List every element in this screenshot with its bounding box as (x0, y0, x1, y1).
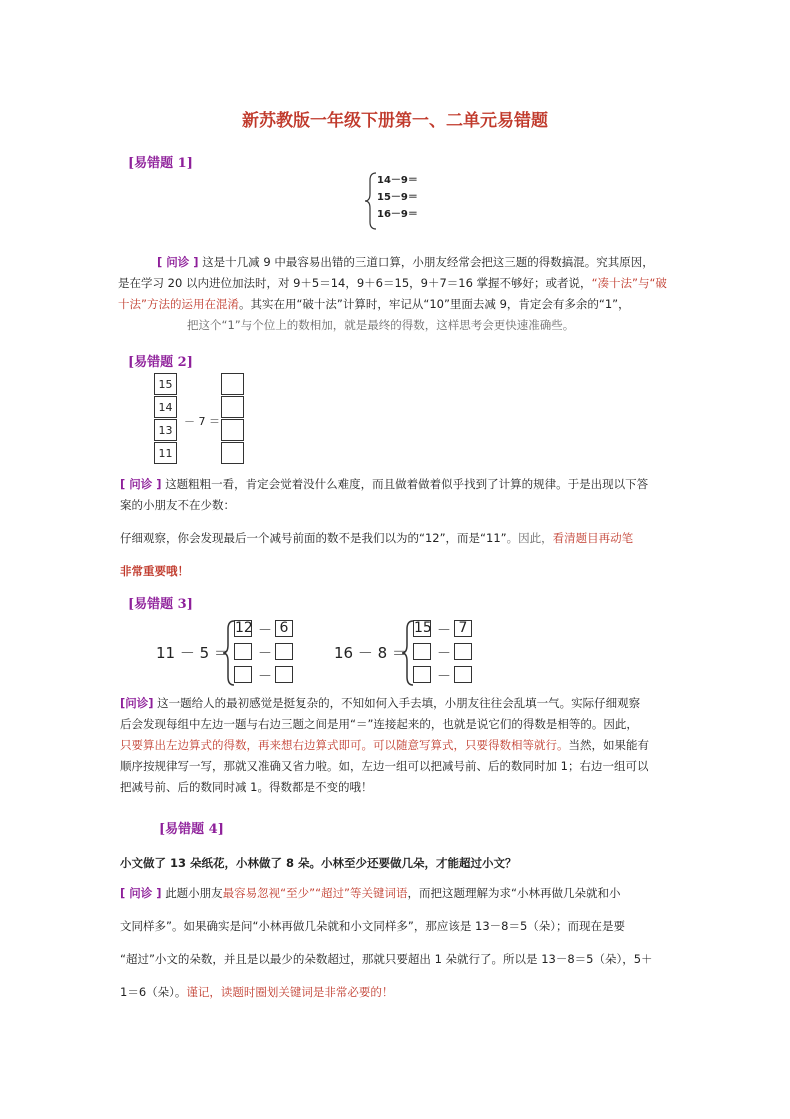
number-cell: 11 (154, 442, 177, 464)
q4-question: 小文做了 13 朵纸花，小林做了 8 朵。小林至少还要做几朵，才能超过小文？ (120, 856, 517, 870)
q4-heading: [易错题 4] (159, 822, 224, 837)
number-cell: 14 (154, 396, 177, 418)
q3-heading: [易错题 3] (128, 597, 193, 612)
diagnosis-tag: [ 问诊 ] (120, 477, 162, 491)
q1-expression: 14－9＝ (377, 175, 418, 186)
q4-diagnosis-line: 文同样多”。如果确实是问“小林再做几朵就和小文同样多”，那应该是 13－8＝5（朵）；而现在是要 (120, 919, 626, 933)
number-box: 7 (454, 620, 472, 637)
diagnosis-tag: [ 问诊 ] (157, 255, 199, 269)
number-box: 15 (414, 620, 432, 636)
minus-sign: － (258, 646, 272, 662)
q4-diagnosis-line: [ 问诊 ] 此题小朋友最容易忽视“至少”“超过”等关键词语，而把这题理解为求“小林再做几朵就和小 (120, 886, 621, 900)
answer-box (221, 373, 244, 395)
q3-diagnosis-line: 后会发现每组中左边一题与右边三题之间是用“＝”连接起来的，也就是说它们的得数是相等的。因此， (120, 717, 638, 731)
blank-box (413, 643, 431, 660)
minus-sign: － (437, 669, 451, 685)
q3-diagnosis-line: 顺序按规律写一写，那就又准确又省力啦。如，左边一组可以把减号前、后的数同时加 1；右边一组可以 (120, 759, 649, 773)
page-title: 新苏教版一年级下册第一、二单元易错题 (242, 111, 548, 131)
diagnosis-tag: [ 问诊 ] (120, 886, 162, 900)
q2-diagnosis-line: [ 问诊 ] 这题粗粗一看，肯定会觉着没什么难度，而且做着做着似乎找到了计算的规律。于是出现以下答 (120, 477, 649, 491)
minus-sign: － (437, 646, 451, 662)
q3-diagnosis-line: 只要算出左边算式的得数，再来想右边算式即可。可以随意写算式，只要得数相等就行。当然，如果能有 (120, 738, 649, 752)
blank-box (275, 643, 293, 660)
q1-diagnosis-line: 是在学习 20 以内进位加法时，对 9＋5＝14，9＋6＝15，9＋7＝16 掌握不够好；或者说，“凑十法”与“破 (118, 276, 667, 290)
q1-heading: [易错题 1] (128, 156, 193, 171)
q1-expression: 16－9＝ (377, 209, 418, 220)
minus-sign: － (437, 623, 451, 639)
q3-left-equation: 11 － 5 ＝ (156, 644, 229, 662)
q1-diagnosis-line: 十法”方法的运用在混淆。其实在用“破十法”计算时，牢记从“10”里面去减 9，肯定会有多余的“1”， (118, 297, 630, 311)
number-cell: 15 (154, 373, 177, 395)
q2-number-column (154, 373, 180, 467)
q1-diagnosis-line: [ 问诊 ] 这是十几减 9 中最容易出错的三道口算，小朋友经常会把这三题的得数搞混。究其原因， (157, 255, 654, 269)
number-box: 6 (275, 620, 293, 637)
q1-diagnosis-line: 把这个“1”与个位上的数相加，就是最终的得数，这样思考会更快速准确些。 (187, 318, 575, 332)
q3-diagnosis-line: 把减号前、后的数同时减 1。得数都是不变的哦！ (120, 780, 373, 794)
q1-expression-list (377, 172, 418, 223)
blank-box (234, 643, 252, 660)
blank-box (234, 666, 252, 683)
blank-box (454, 643, 472, 660)
answer-box (221, 442, 244, 464)
q4-diagnosis-line: “超过”小文的朵数，并且是以最少的朵数超过，那就只要超出 1 朵就行了。所以是 13－8＝5（朵），5＋ (120, 952, 653, 966)
brace-icon (364, 172, 378, 230)
blank-box (454, 666, 472, 683)
q2-diagnosis-line: 案的小朋友不在少数： (120, 498, 235, 512)
q4-diagnosis-line: 1＝6（朵）。谨记，读题时圈划关键词是非常必要的！ (120, 985, 394, 999)
diagnosis-tag: [问诊] (120, 696, 154, 710)
q2-diagnosis-line: 仔细观察，你会发现最后一个减号前面的数不是我们以为的“12”，而是“11”。因此，看清题目再动笔 (120, 531, 634, 545)
answer-box (221, 419, 244, 441)
q2-answer-column (221, 373, 247, 467)
number-box: 12 (235, 620, 253, 636)
q3-right-equation: 16 － 8 ＝ (334, 644, 407, 662)
minus-sign: － (258, 623, 272, 639)
blank-box (275, 666, 293, 683)
q2-operator: － 7 ＝ (184, 415, 220, 428)
q2-diagnosis-line: 非常重要哦！ (120, 564, 189, 578)
blank-box (413, 666, 431, 683)
minus-sign: － (258, 669, 272, 685)
answer-box (221, 396, 244, 418)
q1-expression: 15－9＝ (377, 192, 418, 203)
q3-diagnosis-line: [问诊] 这一题给人的最初感觉是挺复杂的，不知如何入手去填，小朋友往往会乱填一气。实际仔细观察 (120, 696, 641, 710)
q2-heading: [易错题 2] (128, 355, 193, 370)
number-cell: 13 (154, 419, 177, 441)
